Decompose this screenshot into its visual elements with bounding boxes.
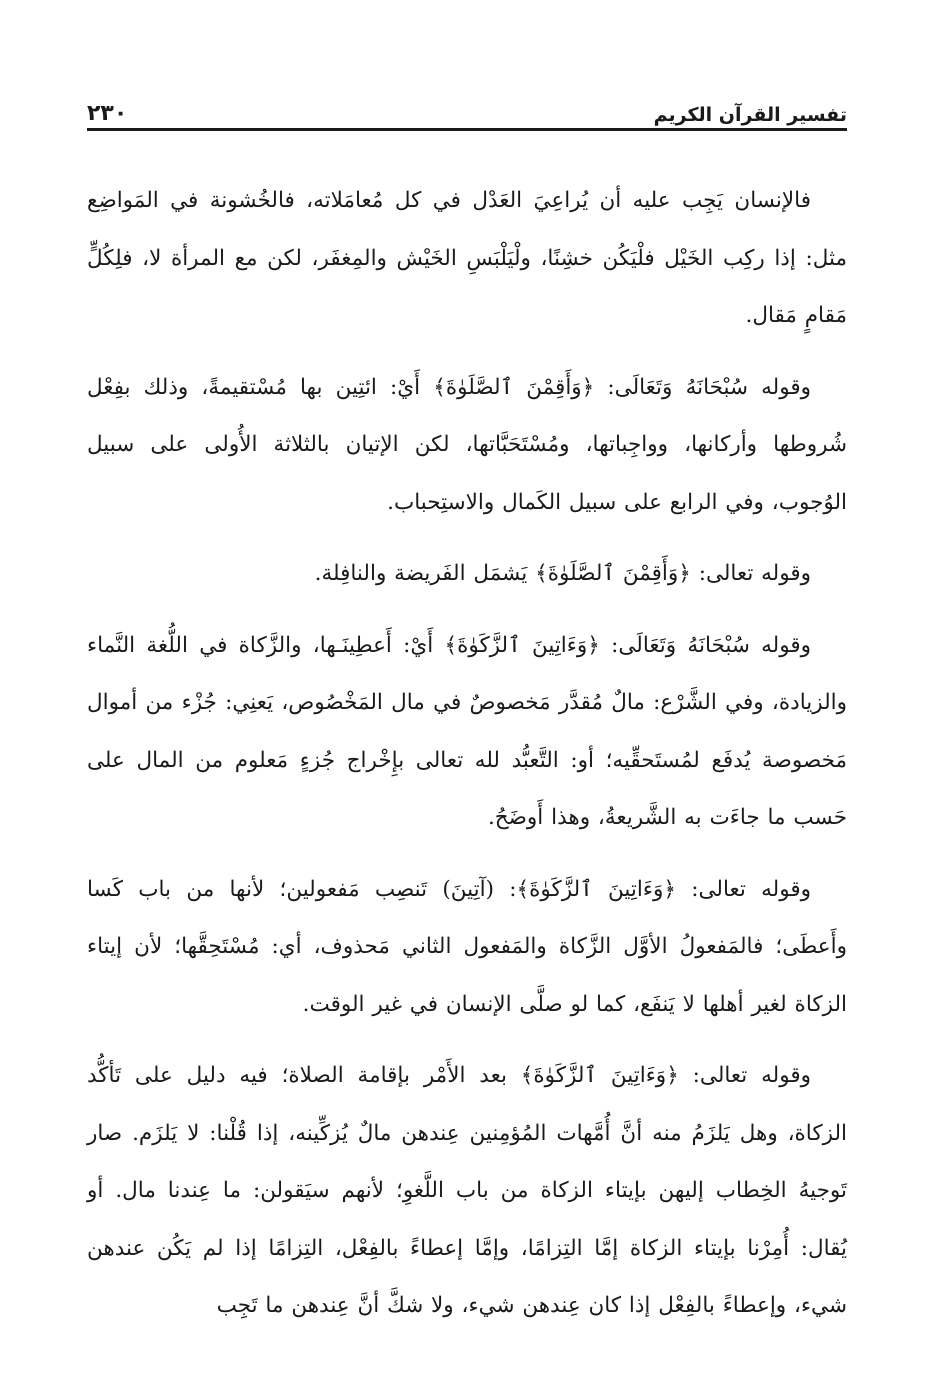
paragraph-zakat-grammar: وقوله تعالى: ﴿وَءَاتِينَ ٱلزَّكَوٰةَ﴾: (آتِينَ) تَنصِب مَفعولين؛ لأنها من باب كَسا وأَعطَى؛ فالمَفعولُ الأوَّل الزَّكاة والمَفعول الثاني مَحذوف، أي: مُسْتَحِقَّها؛ لأن إيتاء الزكاة لغير أهلها لا يَنفَع، كما لو صلَّى الإنسان في غير الوقت. bbox=[87, 876, 847, 1017]
page-number: ٢٣٠ bbox=[87, 101, 128, 126]
paragraph-zakat-emphasis: وقوله تعالى: ﴿وَءَاتِينَ ٱلزَّكَوٰةَ﴾ بعد الأَمْر بإقامة الصلاة؛ فيه دليل على تَأكُّد الزكاة، وهل يَلزَمُ منه أنَّ أُمَّهات المُؤمِنين عِندهن مالٌ يُزكِّينه، إذا قُلْنا: لا يَلزَم. صار تَوجيهُ الخِطاب إليهن بإيتاء الزكاة من باب اللَّغوِ؛ لأنهم سيَقولن: ما عِندنا مال. أو يُقال: أُمِرْنا بإيتاء الزكاة إمَّا التِزامًا، وإمَّا إعطاءً بالفِعْل، التِزامًا إذا لم يَكُن عندهن شيء، وإعطاءً بالفِعْل إذا كان عِندهن شيء، ولا شكَّ أنَّ عِندهن ما تَجِب bbox=[87, 1063, 847, 1318]
paragraph-establish-prayer: وقوله سُبْحَانَهُ وَتَعَالَى: ﴿وَأَقِمْنَ ٱلصَّلَوٰةَ﴾ أَيْ: ائتِين بها مُسْتقيمةً، وذلك بفِعْل شُروطها وأركانها، وواجِباتها، ومُسْتَحَبَّاتها، لكن الإتيان بالثلاثة الأُولى على سبيل الوُجوب، وفي الرابع على سبيل الكَمال والاستِحباب. bbox=[87, 374, 847, 515]
running-title: تفسير القرآن الكريم bbox=[653, 104, 847, 126]
header-rule bbox=[87, 128, 847, 131]
page-body bbox=[87, 172, 847, 1349]
paragraph-prayer-scope: وقوله تعالى: ﴿وَأَقِمْنَ ٱلصَّلَوٰةَ﴾ يَشمَل الفَريضة والنافِلة. bbox=[314, 561, 811, 586]
page-header bbox=[87, 92, 847, 126]
paragraph-give-zakat: وقوله سُبْحَانَهُ وَتَعَالَى: ﴿وَءَاتِينَ ٱلزَّكَوٰةَ﴾ أَيْ: أَعطِينَـها، والزَّكاة في اللُّغة النَّماء والزيادة، وفي الشَّرْع: مالٌ مُقدَّر مَخصوصٌ في مال المَخْصُوص، يَعنِي: جُزْء من أموال مَخصوصة يُدفَع لمُستَحقِّيه؛ أو: التَّعبُّد لله تعالى بإِخْراج جُزءٍ مَعلوم من المال على حَسب ما جاءَت به الشَّريعةُ، وهذا أَوضَحُ. bbox=[87, 632, 847, 830]
paragraph-justice: فالإنسان يَجِب عليه أن يُراعِيَ العَدْل في كل مُعامَلاته، فالخُشونة في المَواضِع مثل: إذا ركِب الخَيْل فلْيَكُن خشِنًا، ولْيَلْبَسِ الخَيْش والمِغفَر، لكن مع المرأة لا، فلِكُلٍّ مَقامٍ مَقال. bbox=[87, 188, 847, 328]
